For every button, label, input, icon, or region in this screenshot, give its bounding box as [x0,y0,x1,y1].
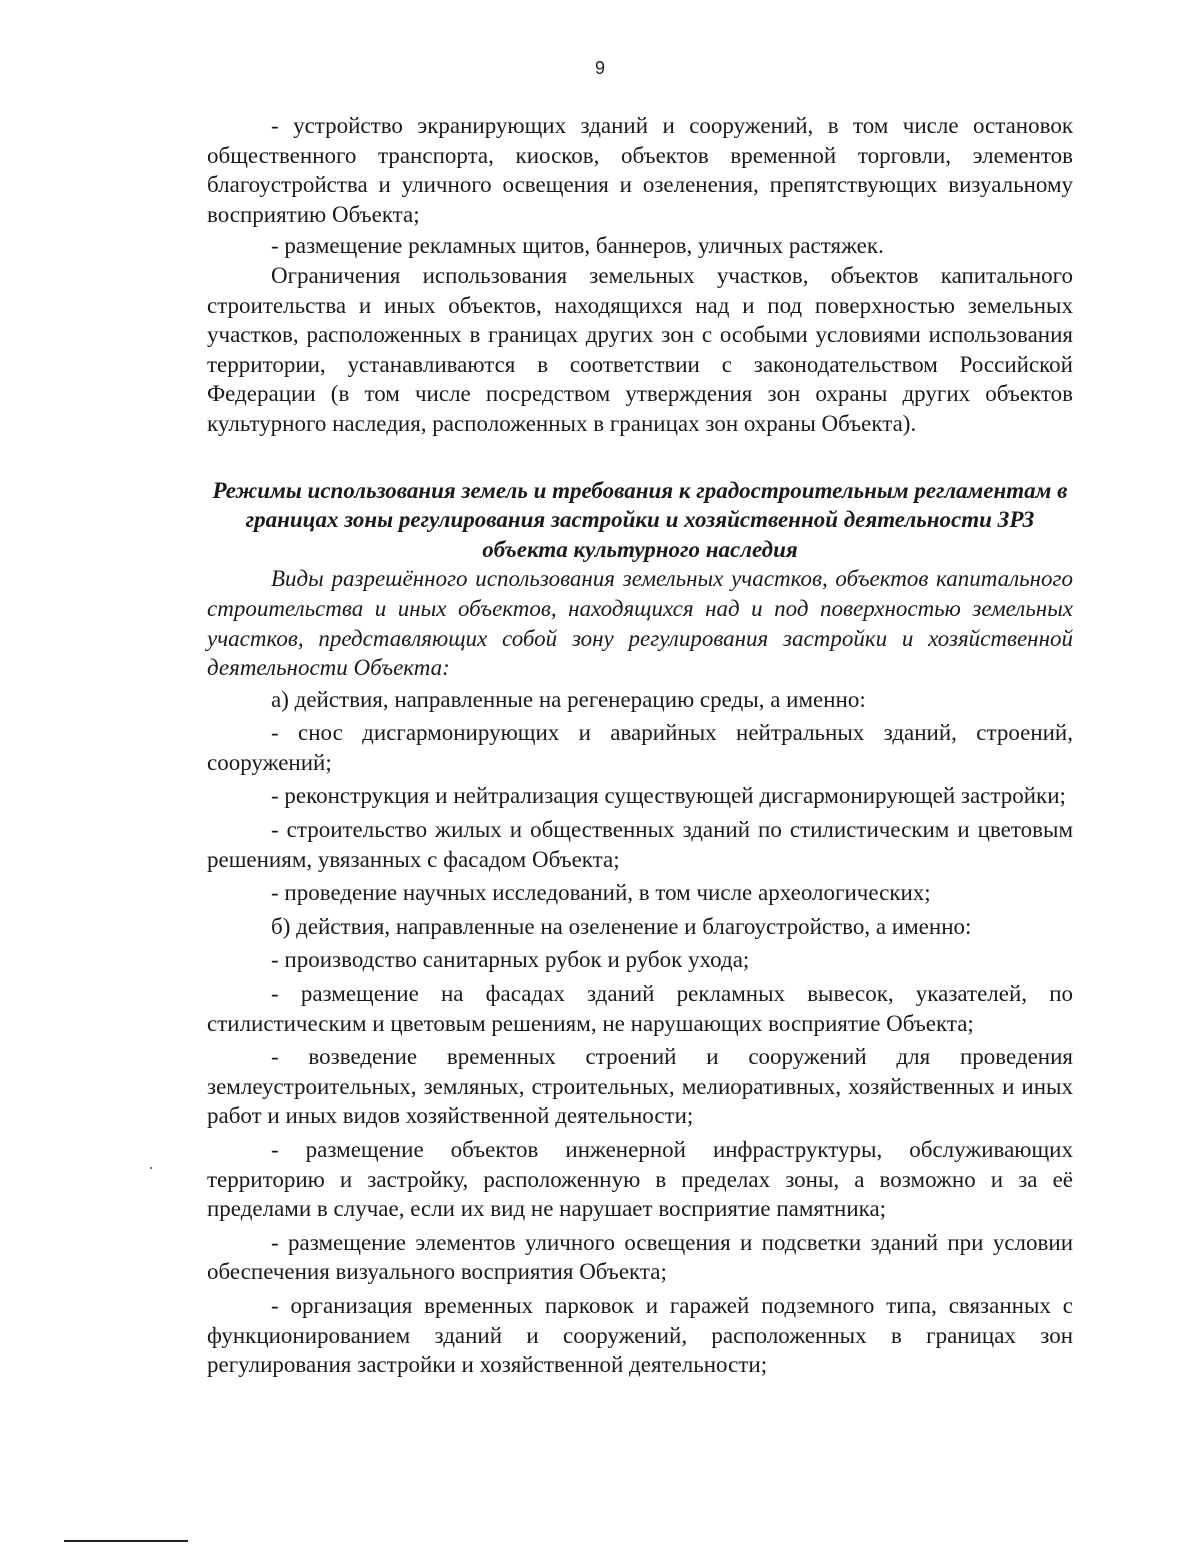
list-item-landscaping: б) действия, направленные на озеленение и благоустройство, а именно: [271,913,972,939]
list-item-temporary-parking: - организация временных парковок и гаражей подземного типа, связанных с функционированием зданий и сооружений, расположенных в границах зон регулирования застройки и хозяйственной деятельности; [207,1292,1073,1378]
list-item-engineering-infrastructure: - размещение объектов инженерной инфраструктуры, обслуживающих территорию и застройку, расположенную в пределах зоны, а возможно и за её пределами в случае, если их вид не нарушает восприятие памятника; [207,1137,1073,1222]
paragraph-land-use-restrictions: Ограничения использования земельных участков, объектов капитального строительства и иных объектов, находящихся над и под поверхностью земельных участков, расположенных в границах других зон с особыми условиями использования территории, устанавливаются в соответствии с законодательством Российской Федерации (в том числе посредством утверждения зон охраны других объектов культурного наследия, расположенных в границах зон охраны Объекта). [207,262,1073,436]
list-item-temporary-structures: - возведение временных строений и сооружений для проведения землеустроительных, земляных, строительных, мелиоративных, хозяйственных и иных работ и иных видов хозяйственной деятельности; [207,1044,1073,1129]
list-item-research: - проведение научных исследований, в том числе археологических; [271,880,931,906]
list-item-regeneration: а) действия, направленные на регенерацию среды, а именно: [271,686,866,712]
document-body [207,111,1073,1380]
list-item-demolition: - снос дисгармонирующих и аварийных нейтральных зданий, строений, сооружений; [207,720,1073,775]
paragraph-permitted-use-intro: Виды разрешённого использования земельных участков, объектов капитального строительства и иных объектов, находящихся над и под поверхностью земельных участков, представляющих собой зону регулирования застройки и хозяйственной деятельности Объекта: [207,566,1073,681]
paragraph-advertising-boards: - размещение рекламных щитов, баннеров, уличных растяжек. [271,233,884,259]
page-number: 9 [594,58,605,78]
list-item-sanitary-felling: - производство санитарных рубок и рубок ухода; [271,947,750,973]
section-title: Режимы использования земель и требования к градостроительным регламентам в границах зоны регулирования застройки и хозяйственной деятельности ЗРЗ объекта культурного наследия [212,477,1068,562]
list-item-street-lighting: - размещение элементов уличного освещения и подсветки зданий при условии обеспечения визуального восприятия Объекта; [207,1229,1073,1285]
list-item-facade-signs: - размещение на фасадах зданий рекламных вывесок, указателей, по стилистическим и цветовым решениям, не нарушающих восприятие Объекта; [207,981,1073,1036]
footnote-separator [64,1540,188,1542]
list-item-reconstruction: - реконструкция и нейтрализация существующей дисгармонирующей застройки; [271,783,1066,809]
paragraph-screening-buildings: - устройство экранирующих зданий и сооружений, в том числе остановок общественного транспорта, киосков, объектов временной торговли, элементов благоустройства и уличного освещения и озеленения, препятствующих визуальному восприятию Объекта; [207,113,1073,227]
scan-speck [150,1167,152,1169]
list-item-construction: - строительство жилых и общественных зданий по стилистическим и цветовым решениям, увязанных с фасадом Объекта; [207,817,1073,872]
